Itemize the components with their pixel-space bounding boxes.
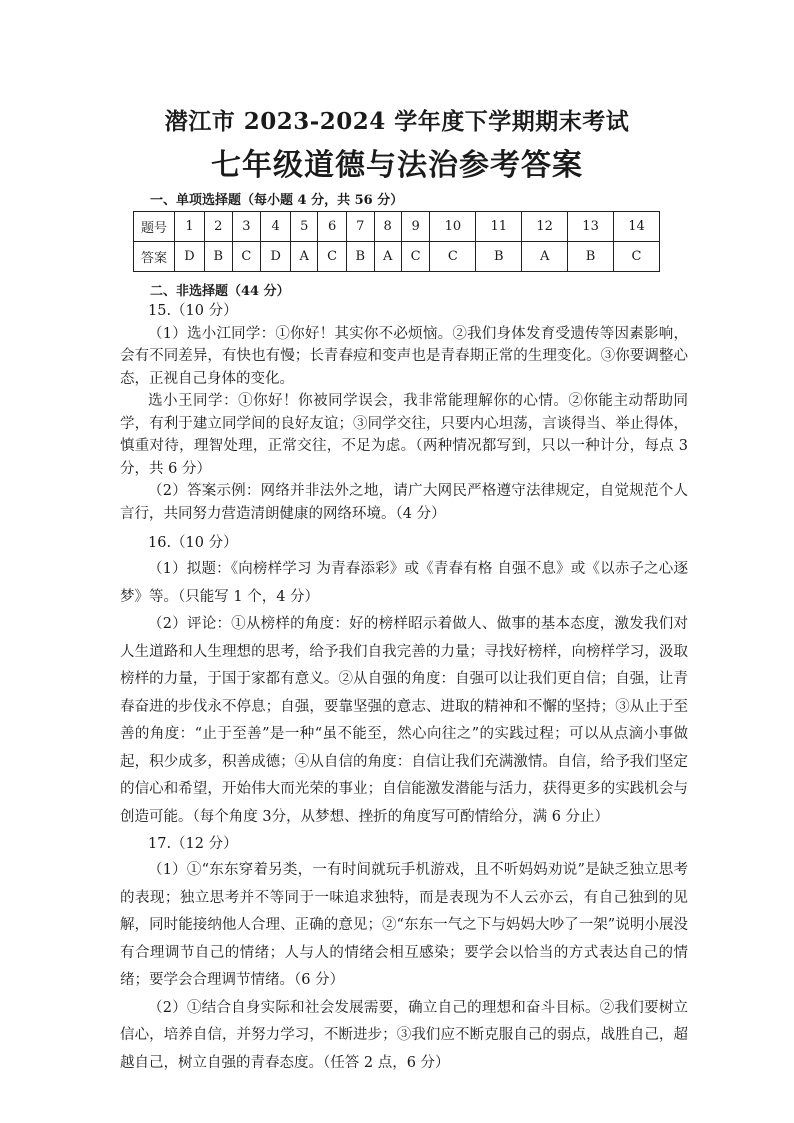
answer-cell: C: [232, 242, 261, 272]
answer-cell: C: [401, 242, 430, 272]
question-number: 1: [175, 212, 205, 242]
answer-cell: A: [374, 242, 401, 272]
answer-cell: A: [522, 242, 568, 272]
question-number: 6: [318, 212, 347, 242]
answer-cell: C: [614, 242, 660, 272]
question-16-part2: （2）评论：①从榜样的角度：好的榜样昭示着做人、做事的基本态度，激发我们对人生道路和人生理想的思考，给予我们自我完善的力量；寻找好榜样，向榜样学习，汲取榜样的力量，于国于家都有意义。②从自强的角度：自强可以让我们更自信；自强，让青春奋进的步伐永不停息；自强，要靠坚强的意志、进取的精神和不懈的坚持；③从止于至善的角度：“止于至善”是一种“虽不能至，然心向往之”的实践过程；可以从点滴小事做起，积少成多，积善成德；④从自信的角度：自信让我们充满激情。自信，给予我们坚定的信心和希望，开始伟大而光荣的事业；自信能激发潜能与活力，获得更多的实践机会与创造可能。（每个角度 3分，从梦想、挫折的角度写可酌情给分，满 6 分止）: [120, 616, 688, 825]
question-number: 3: [232, 212, 261, 242]
question-15-part1: （1）选小江同学：①你好！其实你不必烦恼。②我们身体发育受遗传等因素影响，会有不同差异，有快也有慢；长青春痘和变声也是青春期正常的生理变化。③你要调整心态，正视自己身体的变化。: [120, 325, 688, 387]
question-15-number: 15.（10 分）: [148, 303, 238, 319]
row-label-answer: 答案: [134, 242, 175, 272]
question-number: 5: [291, 212, 318, 242]
question-number: 9: [401, 212, 430, 242]
question-number: 12: [522, 212, 568, 242]
section1-heading: 一、单项选择题（每小题 4 分，共 56 分）: [150, 193, 404, 208]
question-16-number: 16.（10 分）: [148, 535, 238, 551]
row-label-question: 题号: [134, 212, 175, 242]
answer-table: [133, 211, 660, 272]
question-number: 10: [430, 212, 476, 242]
essay-answers: [120, 300, 688, 1077]
question-16-part1: （1）拟题：《向榜样学习 为青春添彩》或《青春有格 自强不息》或《以赤子之心逐梦》等。（只能写 1 个，4 分）: [120, 561, 688, 605]
question-number: 13: [568, 212, 614, 242]
answer-cell: B: [346, 242, 374, 272]
answer-cell: B: [204, 242, 232, 272]
answer-cell: B: [476, 242, 522, 272]
answer-row: [134, 242, 660, 272]
question-number-row: [134, 212, 660, 242]
answer-cell: D: [261, 242, 291, 272]
question-17: [120, 831, 688, 1077]
question-17-part1: （1）①“东东穿着另类，一有时间就玩手机游戏，且不听妈妈劝说”是缺乏独立思考的表现；独立思考并不等同于一味追求独特，而是表现为不人云亦云，有自己独到的见解，同时能接纳他人合理、正确的意见；②“东东一气之下与妈妈大吵了一架”说明小展没有合理调节自己的情绪；人与人的情绪会相互感染；要学会以恰当的方式表达自己的情绪；要学会合理调节情绪。（6 分）: [120, 862, 688, 988]
question-15: [120, 300, 688, 525]
answer-cell: C: [430, 242, 476, 272]
question-number: 2: [204, 212, 232, 242]
question-15-part2: （2）答案示例：网络并非法外之地，请广大网民严格遵守法律规定，自觉规范个人言行，共同努力营造清朗健康的网络环境。（4 分）: [120, 483, 688, 522]
answer-cell: B: [568, 242, 614, 272]
question-17-number: 17.（12 分）: [148, 836, 238, 852]
answer-key-title: 七年级道德与法治参考答案: [211, 148, 583, 183]
question-number: 7: [346, 212, 374, 242]
answer-cell: D: [175, 242, 205, 272]
question-16: [120, 530, 688, 831]
question-15-part1-alt: 选小王同学：①你好！你被同学误会，我非常能理解你的心情。②你能主动帮助同学，有利于建立同学间的良好友谊；③同学交往，只要内心坦荡，言谈得当、举止得体，慎重对待，理智处理，正常交往，不足为虑。（两种情况都写到，只以一种计分，每点 3 分，共 6 分）: [120, 393, 688, 477]
exam-title: 潜江市 2023-2024 学年度下学期期末考试: [164, 108, 630, 135]
question-number: 11: [476, 212, 522, 242]
question-number: 4: [261, 212, 291, 242]
question-17-part2: （2）①结合自身实际和社会发展需要，确立自己的理想和奋斗目标。②我们要树立信心，培养自信，并努力学习，不断进步；③我们应不断克服自己的弱点，战胜自己，超越自己，树立自强的青春态度。（任答 2 点，6 分）: [120, 999, 688, 1071]
question-number: 14: [614, 212, 660, 242]
question-number: 8: [374, 212, 401, 242]
answer-cell: C: [318, 242, 347, 272]
answer-cell: A: [291, 242, 318, 272]
section2-heading: 二、非选择题（44 分）: [150, 284, 290, 299]
